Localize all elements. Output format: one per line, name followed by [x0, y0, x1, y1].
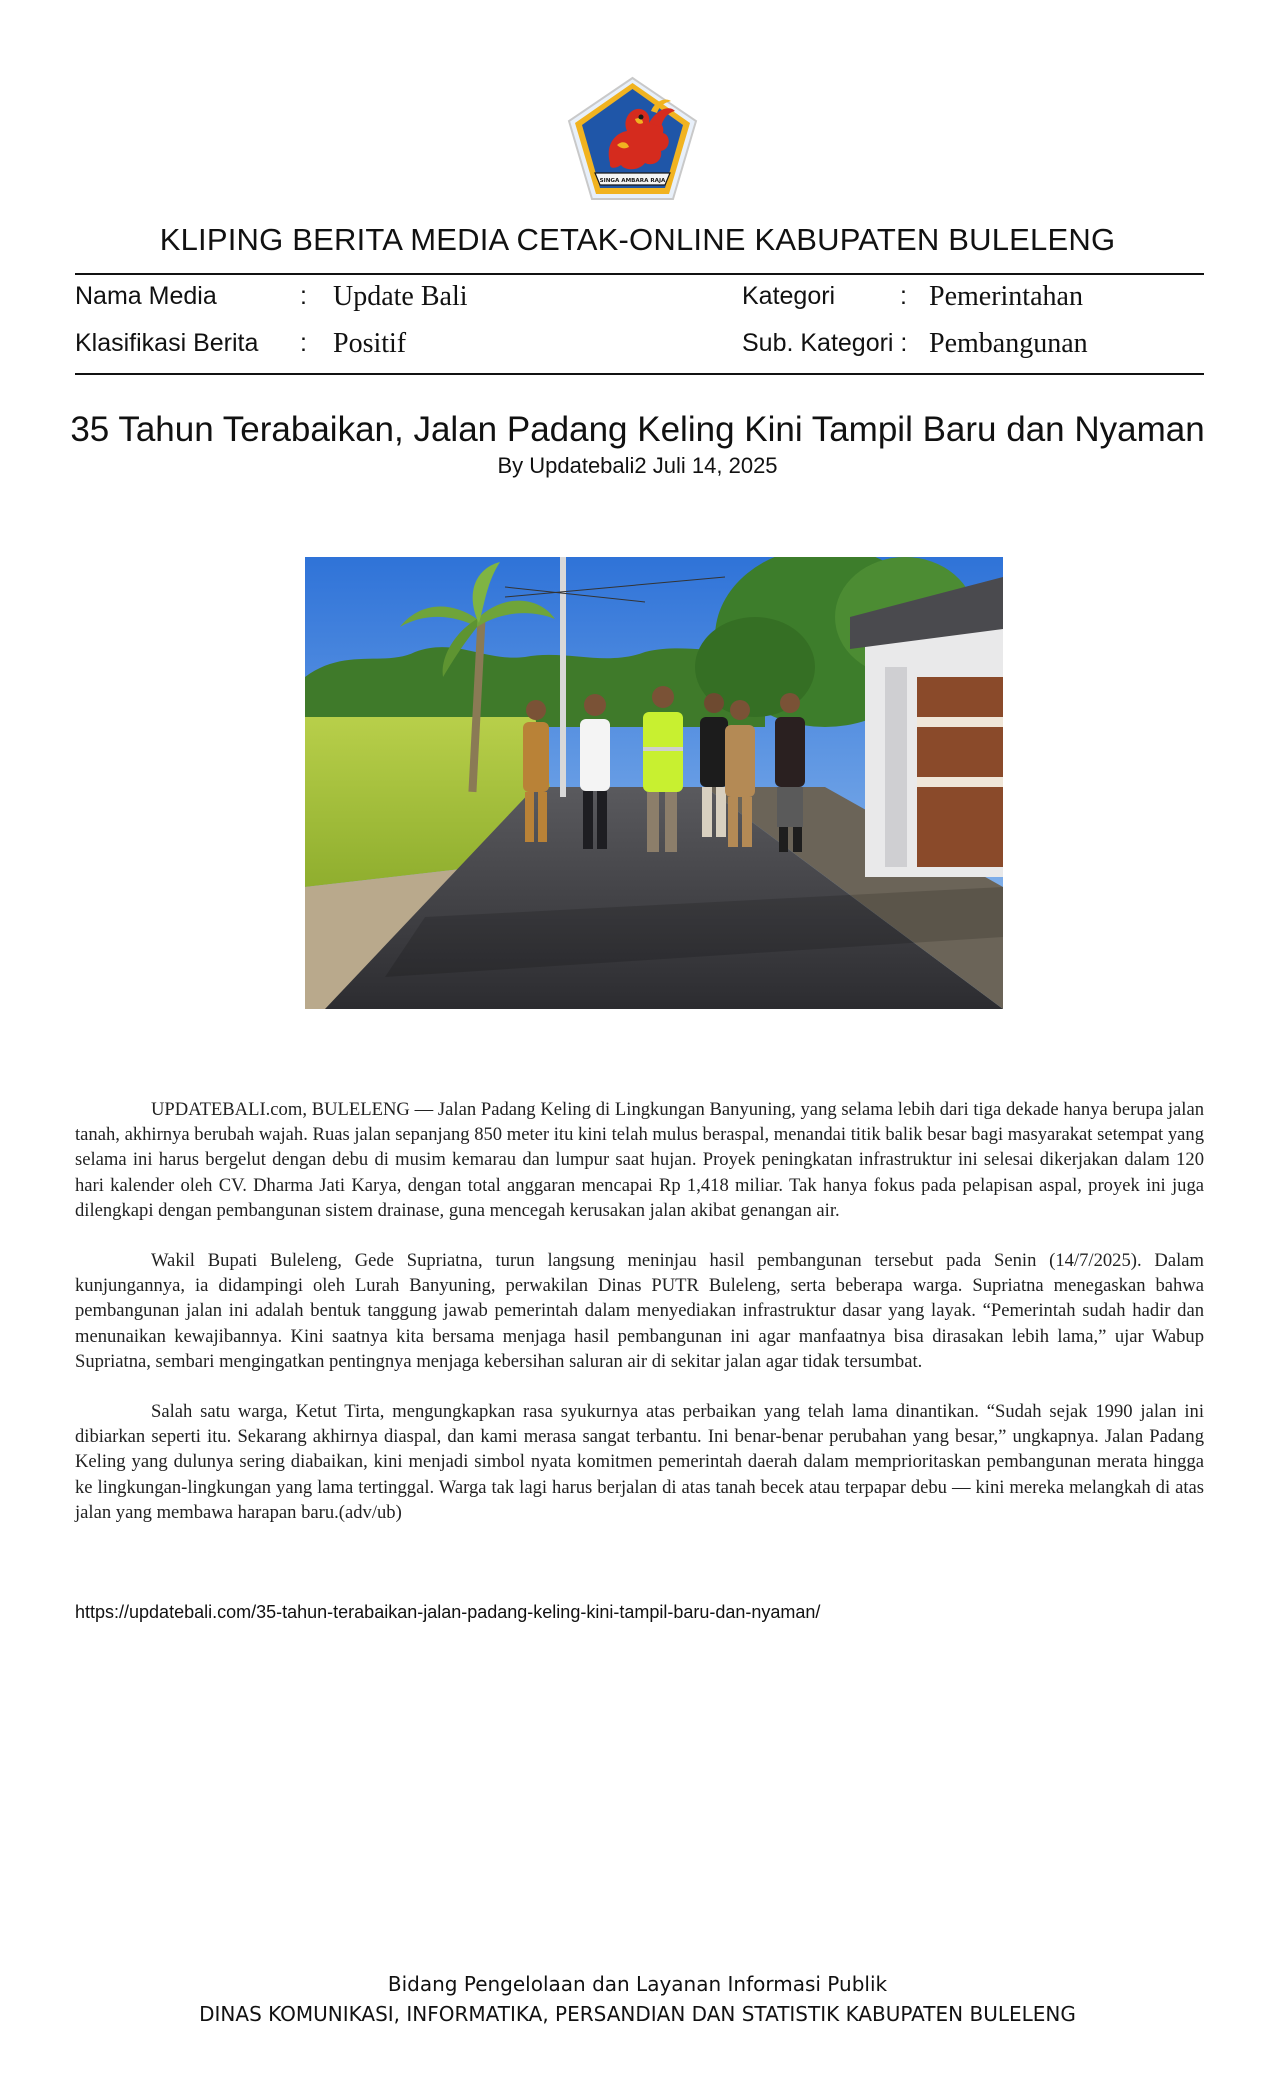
subcategory-value: Pembangunan [929, 328, 1088, 359]
header-bottom-divider [75, 373, 1204, 375]
media-name-colon: : [300, 282, 307, 310]
category-value: Pemerintahan [929, 281, 1083, 312]
article-photo [305, 557, 1003, 1009]
category-label: Kategori [742, 282, 836, 310]
footer-agency-name: DINAS KOMUNIKASI, INFORMATIKA, PERSANDIAN DAN STATISTIK KABUPATEN BULELENG [199, 2002, 1076, 2026]
article-paragraph: UPDATEBALI.com, BULELENG — Jalan Padang Keling di Lingkungan Banyuning, yang selama lebih dari tiga dekade hanya berupa jalan tanah, akhirnya berubah wajah. Ruas jalan sepanjang 850 meter itu kini telah mulus beraspal, menandai titik balik besar bagi masyarakat setempat yang selama ini harus bergelut dengan debu di musim kemarau dan lumpur saat hujan. Proyek peningkatan infrastruktur ini selesai dikerjakan dalam 120 hari kalender oleh CV. Dharma Jati Karya, dengan total anggaran mencapai Rp 1,418 miliar. Tak hanya fokus pada pelapisan aspal, proyek ini juga dilengkapi dengan pembangunan sistem drainase, guna mencegah kerusakan jalan akibat genangan air. [75, 1099, 1204, 1221]
svg-text:SINGA AMBARA RAJA: SINGA AMBARA RAJA [599, 178, 666, 184]
article-byline: By Updatebali2 Juli 14, 2025 [497, 453, 778, 478]
news-classification-label: Klasifikasi Berita [75, 329, 259, 357]
source-url-link[interactable]: https://updatebali.com/35-tahun-terabaikan-jalan-padang-keling-kini-tampil-baru-dan-nyaman/ [75, 1602, 821, 1622]
media-name-label: Nama Media [75, 282, 217, 310]
article-paragraph: Wakil Bupati Buleleng, Gede Supriatna, turun langsung meninjau hasil pembangunan tersebut pada Senin (14/7/2025). Dalam kunjungannya, ia didampingi oleh Lurah Banyuning, perwakilan Dinas PUTR Buleleng, serta beberapa warga. Supriatna menegaskan bahwa pembangunan jalan ini adalah bentuk tanggung jawab pemerintah dalam menyediakan infrastruktur dasar yang layak. “Pemerintah sudah hadir dan menunaikan kewajibannya. Kini saatnya kita bersama menjaga hasil pembangunan ini agar manfaatnya bisa dirasakan lebih lama,” ujar Wabup Supriatna, sembari mengingatkan pentingnya menjaga kebersihan saluran air di sekitar jalan agar tidak tersumbat. [75, 1250, 1204, 1372]
article-paragraph: Salah satu warga, Ketut Tirta, mengungkapkan rasa syukurnya atas perbaikan yang telah lama dinantikan. “Sudah sejak 1990 jalan ini dibiarkan seperti itu. Sekarang akhirnya diaspal, dan kami merasa sangat terbantu. Ini benar-benar perubahan yang besar,” ungkapnya. Jalan Padang Keling yang dulunya sering diabaikan, kini menjadi simbol nyata komitmen pemerintah daerah dalam memprioritaskan pembangunan merata hingga ke lingkungan-lingkungan yang lama tertinggal. Warga tak lagi harus berjalan di atas tanah becek atau terpapar debu — kini mereka melangkah di atas jalan yang membawa harapan baru.(adv/ub) [75, 1401, 1204, 1523]
subcategory-label: Sub. Kategori : [742, 329, 908, 357]
category-colon: : [900, 282, 907, 310]
news-classification-value: Positif [333, 328, 407, 359]
media-name-value: Update Bali [333, 281, 468, 312]
clipping-header-title: KLIPING BERITA MEDIA CETAK-ONLINE KABUPATEN BULELENG [159, 222, 1116, 257]
header-top-divider [75, 273, 1204, 275]
article-title: 35 Tahun Terabaikan, Jalan Padang Keling Kini Tampil Baru dan Nyaman [70, 410, 1205, 449]
buleleng-emblem-icon [565, 75, 700, 202]
article-body [75, 1097, 1204, 1550]
news-classification-colon: : [300, 329, 307, 357]
footer-division-name: Bidang Pengelolaan dan Layanan Informasi Publik [387, 1972, 888, 1996]
